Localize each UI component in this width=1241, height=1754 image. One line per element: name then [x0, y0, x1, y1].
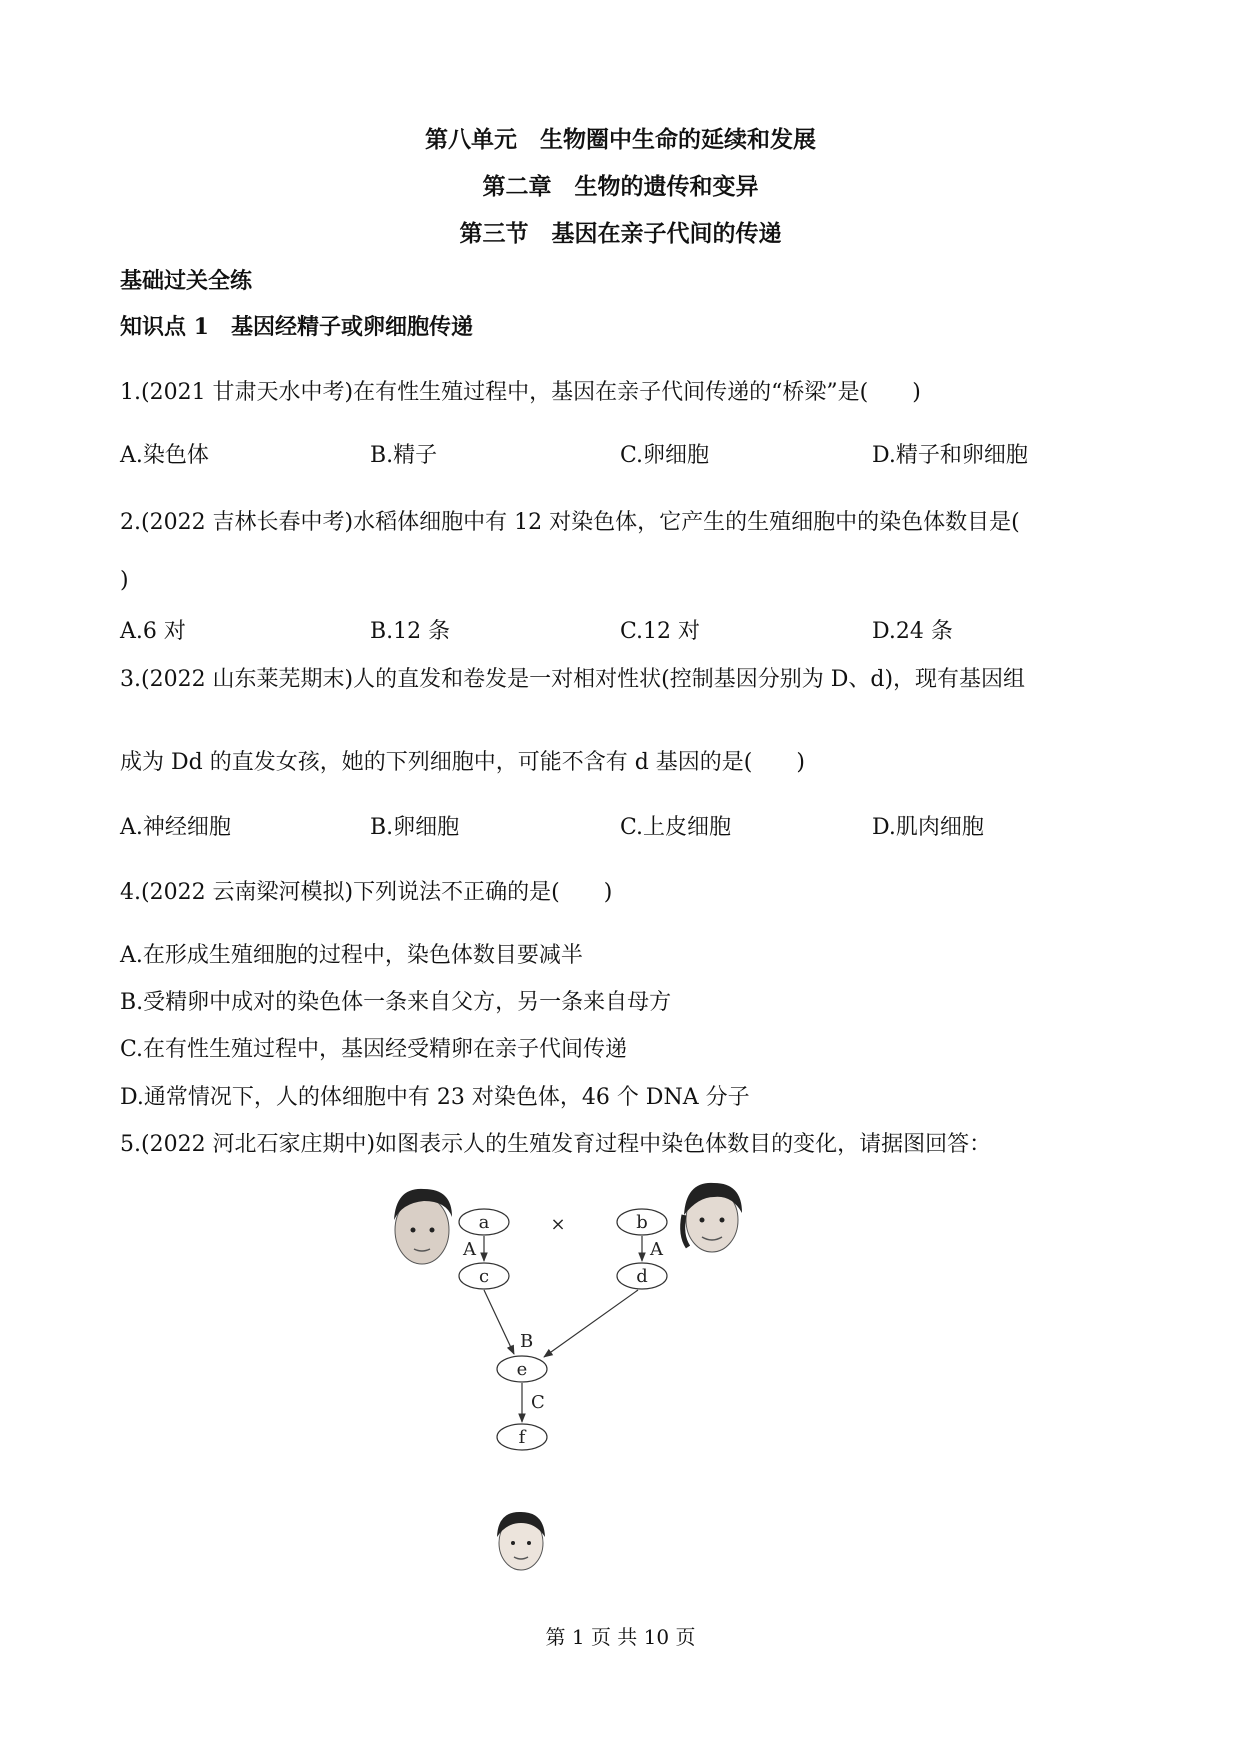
question-2-stem-cont: ) — [120, 568, 129, 593]
q4-option-d: D.通常情况下，人的体细胞中有 23 对染色体，46 个 DNA 分子 — [120, 1085, 750, 1110]
arrow-d-to-e — [544, 1290, 638, 1357]
knowledge-point-heading: 知识点 1 基因经精子或卵细胞传递 — [120, 314, 473, 340]
q4-option-b: B.受精卵中成对的染色体一条来自父方，另一条来自母方 — [120, 990, 672, 1015]
q4-option-c: C.在有性生殖过程中，基因经受精卵在亲子代间传递 — [120, 1037, 628, 1062]
arrow-c-to-e — [484, 1290, 514, 1354]
father-face-icon — [394, 1189, 452, 1264]
q2-option-c: C.12 对 — [620, 619, 701, 644]
q3-option-a: A.神经细胞 — [120, 815, 231, 840]
question-3-stem: 3.(2022 山东莱芜期末)人的直发和卷发是一对相对性状(控制基因分别为 D、d)，现有基因组 — [120, 667, 1026, 692]
q3-option-c: C.上皮细胞 — [620, 815, 732, 840]
node-a-label: a — [478, 1212, 490, 1233]
unit-title: 第八单元 生物圈中生命的延续和发展 — [425, 126, 816, 153]
node-c-label: c — [478, 1266, 490, 1287]
question-4-stem: 4.(2022 云南梁河模拟)下列说法不正确的是( ) — [120, 880, 613, 905]
question-5-stem: 5.(2022 河北石家庄期中)如图表示人的生殖发育过程中染色体数目的变化，请据图回答： — [120, 1132, 992, 1157]
process-label-a-left: A — [463, 1239, 476, 1260]
q2-option-a: A.6 对 — [120, 619, 186, 644]
process-label-a-right: A — [650, 1239, 663, 1260]
q1-option-c: C.卵细胞 — [620, 443, 710, 468]
cross-symbol: × — [550, 1214, 566, 1235]
child-face-icon — [497, 1512, 545, 1570]
q1-option-b: B.精子 — [370, 443, 438, 468]
q2-option-b: B.12 条 — [370, 619, 451, 644]
page-number: 第 1 页 共 10 页 — [545, 1625, 696, 1649]
question-2-stem: 2.(2022 吉林长春中考)水稻体细胞中有 12 对染色体，它产生的生殖细胞中的染色体数目是( — [120, 510, 1020, 535]
question-3-stem-cont: 成为 Dd 的直发女孩，她的下列细胞中，可能不含有 d 基因的是( ) — [120, 750, 805, 775]
node-f-label: f — [518, 1427, 526, 1448]
process-label-c: C — [531, 1392, 545, 1413]
q3-option-d: D.肌肉细胞 — [872, 815, 984, 840]
node-d-label: d — [636, 1266, 648, 1287]
q1-option-d: D.精子和卵细胞 — [872, 443, 1028, 468]
question-1-stem: 1.(2021 甘肃天水中考)在有性生殖过程中，基因在亲子代间传递的“桥梁”是( ) — [120, 380, 921, 405]
q2-option-d: D.24 条 — [872, 619, 953, 644]
reproduction-diagram — [380, 1175, 840, 1585]
q3-option-b: B.卵细胞 — [370, 815, 460, 840]
practice-heading: 基础过关全练 — [120, 268, 253, 294]
node-b-label: b — [636, 1212, 648, 1233]
q1-option-a: A.染色体 — [120, 443, 209, 468]
q4-option-a: A.在形成生殖细胞的过程中，染色体数目要减半 — [120, 943, 583, 968]
process-label-b: B — [520, 1331, 534, 1352]
mother-face-icon — [683, 1183, 742, 1252]
node-e-label: e — [516, 1359, 528, 1380]
section-title: 第三节 基因在亲子代间的传递 — [459, 220, 782, 247]
chapter-title: 第二章 生物的遗传和变异 — [482, 173, 759, 200]
